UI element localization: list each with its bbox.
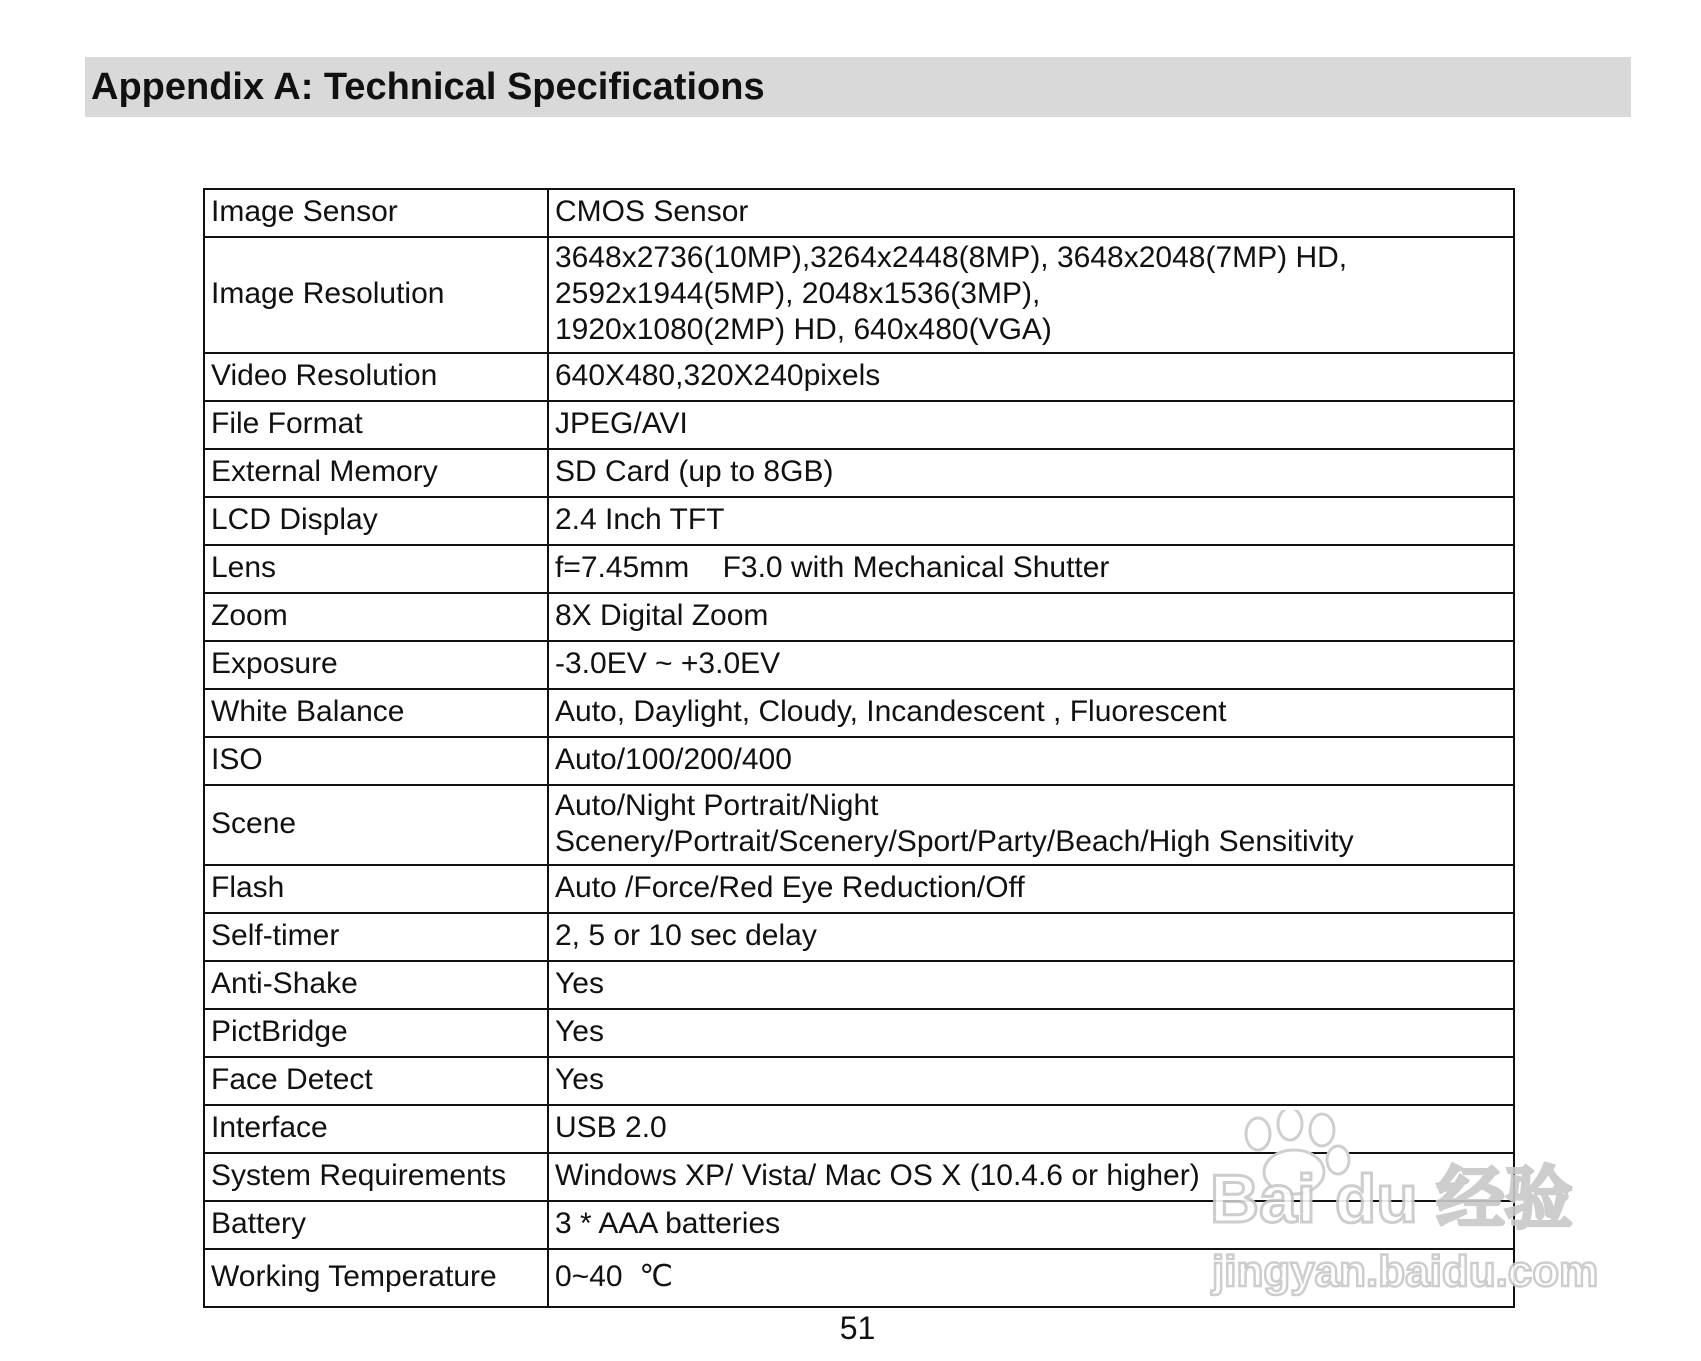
baidu-jingyan-watermark bbox=[1210, 1110, 1620, 1310]
spec-value-line: Auto /Force/Red Eye Reduction/Off bbox=[555, 871, 1025, 904]
spec-row bbox=[204, 913, 1514, 961]
spec-label: Self-timer bbox=[204, 913, 548, 961]
spec-value-line: Yes bbox=[555, 1015, 604, 1048]
spec-value bbox=[548, 785, 1514, 865]
spec-label: Working Temperature bbox=[204, 1249, 548, 1307]
spec-row bbox=[204, 401, 1514, 449]
watermark-brand: Bai du 经验 bbox=[1210, 1161, 1573, 1237]
spec-row bbox=[204, 237, 1514, 353]
spec-value-line: Scenery/Portrait/Scenery/Sport/Party/Beach/High Sensitivity bbox=[555, 825, 1354, 858]
spec-label: Interface bbox=[204, 1105, 548, 1153]
spec-value bbox=[548, 545, 1514, 593]
spec-row bbox=[204, 689, 1514, 737]
spec-row bbox=[204, 1057, 1514, 1105]
spec-label: PictBridge bbox=[204, 1009, 548, 1057]
spec-value-line: 2.4 Inch TFT bbox=[555, 503, 725, 536]
spec-label: Scene bbox=[204, 785, 548, 865]
spec-value-line: -3.0EV ~ +3.0EV bbox=[555, 647, 781, 680]
spec-value-line: SD Card (up to 8GB) bbox=[555, 455, 834, 488]
spec-row bbox=[204, 593, 1514, 641]
spec-label: Anti-Shake bbox=[204, 961, 548, 1009]
spec-label: Image Sensor bbox=[204, 189, 548, 237]
spec-label: Zoom bbox=[204, 593, 548, 641]
spec-value-line: JPEG/AVI bbox=[555, 407, 688, 440]
spec-row bbox=[204, 865, 1514, 913]
spec-value bbox=[548, 913, 1514, 961]
spec-label: LCD Display bbox=[204, 497, 548, 545]
page-title: Appendix A: Technical Specifications bbox=[91, 66, 765, 108]
spec-value-line: Auto, Daylight, Cloudy, Incandescent , Fluorescent bbox=[555, 695, 1227, 728]
spec-value bbox=[548, 237, 1514, 353]
spec-value-line: Auto/Night Portrait/Night bbox=[555, 789, 879, 822]
spec-row bbox=[204, 641, 1514, 689]
spec-value bbox=[548, 865, 1514, 913]
spec-value-line: USB 2.0 bbox=[555, 1111, 667, 1144]
spec-value-line: 2592x1944(5MP), 2048x1536(3MP), bbox=[555, 277, 1041, 310]
spec-value-line: f=7.45mm F3.0 with Mechanical Shutter bbox=[555, 551, 1110, 584]
spec-label: System Requirements bbox=[204, 1153, 548, 1201]
spec-value bbox=[548, 353, 1514, 401]
spec-label: Face Detect bbox=[204, 1057, 548, 1105]
spec-value-line: 1920x1080(2MP) HD, 640x480(VGA) bbox=[555, 313, 1052, 346]
spec-label: Video Resolution bbox=[204, 353, 548, 401]
spec-label: Exposure bbox=[204, 641, 548, 689]
spec-row bbox=[204, 785, 1514, 865]
spec-row bbox=[204, 449, 1514, 497]
spec-row bbox=[204, 1009, 1514, 1057]
spec-row bbox=[204, 189, 1514, 237]
spec-row bbox=[204, 497, 1514, 545]
spec-label: File Format bbox=[204, 401, 548, 449]
spec-value bbox=[548, 593, 1514, 641]
spec-label: Battery bbox=[204, 1201, 548, 1249]
spec-value-line: 3 * AAA batteries bbox=[555, 1207, 781, 1240]
spec-value bbox=[548, 1057, 1514, 1105]
spec-value bbox=[548, 449, 1514, 497]
spec-value-line: 3648x2736(10MP),3264x2448(8MP), 3648x2048(7MP) HD, bbox=[555, 241, 1348, 274]
spec-label: White Balance bbox=[204, 689, 548, 737]
spec-value bbox=[548, 401, 1514, 449]
page-number: 51 bbox=[839, 1310, 876, 1346]
spec-label: ISO bbox=[204, 737, 548, 785]
spec-value-line: 0~40 ℃ bbox=[555, 1260, 673, 1293]
spec-value-line: Windows XP/ Vista/ Mac OS X (10.4.6 or higher) bbox=[555, 1159, 1200, 1192]
spec-value-line: Yes bbox=[555, 967, 604, 1000]
spec-label: Image Resolution bbox=[204, 237, 548, 353]
spec-value-line: 8X Digital Zoom bbox=[555, 599, 769, 632]
spec-value bbox=[548, 497, 1514, 545]
spec-value bbox=[548, 961, 1514, 1009]
spec-value bbox=[548, 1009, 1514, 1057]
spec-value bbox=[548, 189, 1514, 237]
spec-value-line: Yes bbox=[555, 1063, 604, 1096]
spec-value-line: CMOS Sensor bbox=[555, 195, 749, 228]
spec-value-line: 2, 5 or 10 sec delay bbox=[555, 919, 817, 952]
spec-label: Flash bbox=[204, 865, 548, 913]
spec-value-line: 640X480,320X240pixels bbox=[555, 359, 881, 392]
spec-value bbox=[548, 689, 1514, 737]
watermark-url: jingyan.baidu.com bbox=[1212, 1247, 1599, 1296]
spec-row bbox=[204, 737, 1514, 785]
spec-row bbox=[204, 545, 1514, 593]
spec-value bbox=[548, 737, 1514, 785]
spec-row bbox=[204, 353, 1514, 401]
spec-row bbox=[204, 961, 1514, 1009]
spec-value bbox=[548, 641, 1514, 689]
spec-label: Lens bbox=[204, 545, 548, 593]
section-heading-bar bbox=[85, 57, 1631, 117]
spec-label: External Memory bbox=[204, 449, 548, 497]
spec-value-line: Auto/100/200/400 bbox=[555, 743, 792, 776]
